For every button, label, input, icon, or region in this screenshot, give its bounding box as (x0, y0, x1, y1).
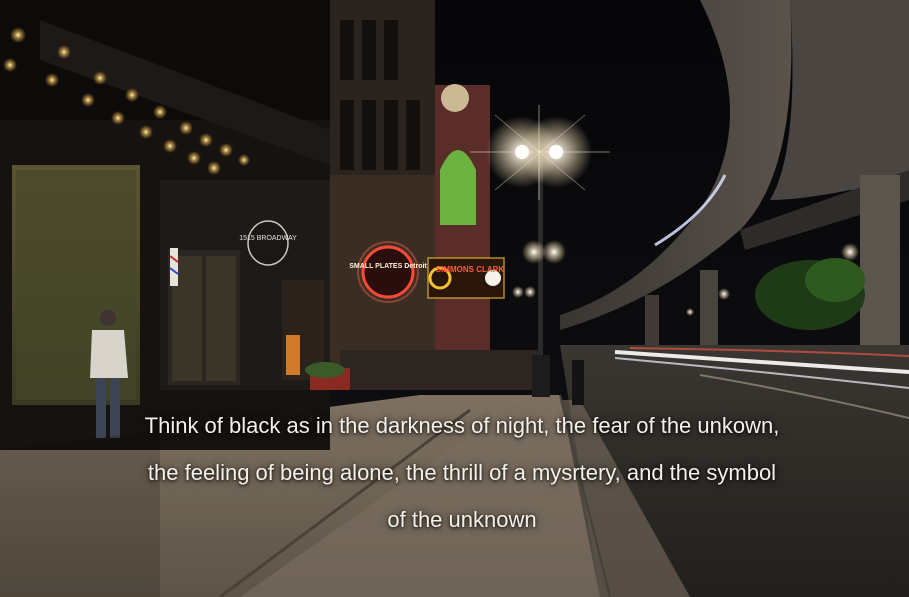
caption-line: the feeling of being alone, the thrill of a mysrtery, and the symbol (147, 460, 777, 485)
svg-text:SMALL PLATES Detroit: SMALL PLATES Detroit (349, 263, 427, 270)
caption-line: of the unknown (387, 507, 537, 532)
broadway-sign-text: 1515 BROADWAY (239, 235, 297, 242)
caption (60, 402, 864, 543)
neon-sign-simmons-clark (428, 258, 504, 298)
caption-line: Think of black as in the darkness of night, the fear of the unkown, (144, 413, 780, 438)
svg-text:SIMMONS CLARK: SIMMONS CLARK (435, 265, 505, 274)
